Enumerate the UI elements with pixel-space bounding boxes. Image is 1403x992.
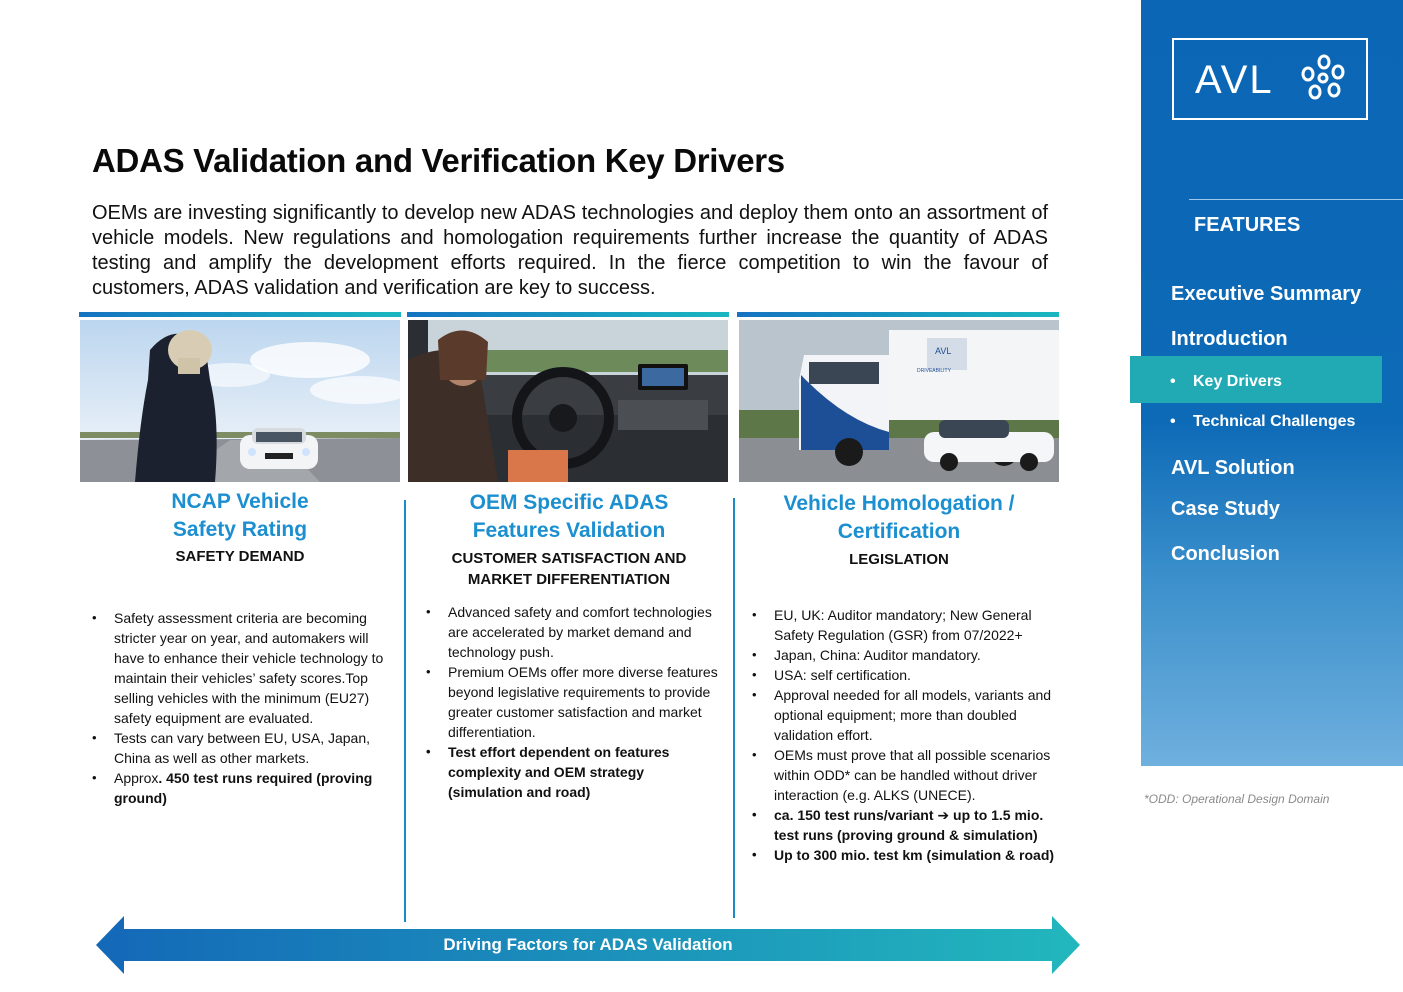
sidebar-section-title: FEATURES: [1194, 214, 1301, 236]
sidebar-item-label: Technical Challenges: [1193, 413, 1356, 430]
truck-logo-subtext: DRIVEABILITY: [917, 368, 951, 374]
column-bullets: [92, 608, 384, 808]
column-subheading: LEGISLATION: [849, 551, 949, 568]
list-item: • ca. 150 test runs/variant ➔ up to 1.5 mio. test runs (proving ground & simulation): [774, 805, 1058, 845]
list-item: [114, 768, 384, 808]
column-subheading: SAFETY DEMAND: [175, 548, 305, 565]
list-item: • EU, UK: Auditor mandatory; New General Safety Regulation (GSR) from 07/2022+: [774, 605, 1058, 645]
list-item: • USA: self certification.: [774, 665, 1058, 685]
footnote: *ODD: Operational Design Domain: [1144, 792, 1330, 806]
sidebar-item-key-drivers[interactable]: [1170, 373, 1282, 391]
sidebar-item-introduction[interactable]: Introduction: [1171, 328, 1288, 350]
list-item: • Approval needed for all models, variants and optional equipment; more than doubled validation effort.: [774, 685, 1058, 745]
heading-line: Vehicle Homologation /: [783, 492, 1015, 515]
bullet-marker: •: [1170, 373, 1176, 390]
list-item: • Test effort dependent on features complexity and OEM strategy (simulation and road): [448, 742, 718, 802]
column-heading-ncap: [80, 488, 400, 544]
list-item: • Tests can vary between EU, USA, Japan, China as well as other markets.: [114, 728, 384, 768]
image-accent-bar: [407, 312, 729, 317]
heading-line: OEM Specific ADAS: [469, 491, 669, 514]
list-item: • Up to 300 mio. test km (simulation & road): [774, 845, 1058, 865]
image-accent-bar: [79, 312, 401, 317]
list-item: • Japan, China: Auditor mandatory.: [774, 645, 1058, 665]
sidebar-item-case-study[interactable]: Case Study: [1171, 498, 1280, 520]
list-item: • Safety assessment criteria are becoming stricter year on year, and automakers will have to enhance their vehicle technology to maintain their vehicles’ safety scores.Top selling vehicles with the minimum (EU27) safety equipment are evaluated.: [114, 608, 384, 728]
sidebar-item-executive-summary[interactable]: Executive Summary: [1171, 283, 1362, 305]
car-interior-photo: [408, 320, 728, 482]
heading-line: NCAP Vehicle: [171, 490, 309, 513]
column-bullets: [426, 602, 718, 802]
bullet-marker: •: [1170, 413, 1176, 430]
column-heading-homologation: [739, 490, 1059, 546]
column-bullets: [752, 605, 1058, 865]
intro-paragraph: OEMs are investing significantly to develop new ADAS technologies and deploy them onto an assortment of vehicle models. New regulations and homologation requirements further increase the quantity of ADAS testing and amplify the development efforts required. In the fierce competition to win the favour of customers, ADAS validation and verification are key to success.: [92, 202, 1048, 299]
crash-dummy-photo: [80, 320, 400, 482]
list-item-text: Approx: [114, 770, 159, 786]
sidebar-divider: [1189, 199, 1403, 200]
avl-hub-icon: [1297, 52, 1351, 106]
column-heading-oem: [408, 489, 730, 545]
list-item: • Premium OEMs offer more diverse features beyond legislative requirements to provide greater customer satisfaction and market differentiation.: [448, 662, 718, 742]
column-subheading: CUSTOMER SATISFACTION AND MARKET DIFFERENTIATION: [451, 550, 687, 588]
column-divider: [404, 500, 406, 922]
list-item-bold-text: . 450 test runs required (proving ground): [114, 770, 373, 806]
sidebar-item-label: Key Drivers: [1193, 373, 1282, 390]
heading-line: Certification: [837, 520, 961, 543]
truck-logo-text: AVL: [935, 346, 952, 356]
sidebar-item-technical-challenges[interactable]: [1170, 413, 1355, 431]
list-item: • Advanced safety and comfort technologies are accelerated by market demand and technology push.: [448, 602, 718, 662]
image-accent-bar: [737, 312, 1059, 317]
heading-line: Safety Rating: [172, 518, 308, 541]
sidebar-item-avl-solution[interactable]: AVL Solution: [1171, 457, 1295, 479]
list-item: • OEMs must prove that all possible scenarios within ODD* can be handled without driver interaction (e.g. ALKS (UNECE).: [774, 745, 1058, 805]
heading-line: Features Validation: [472, 519, 666, 542]
page-title: ADAS Validation and Verification Key Drivers: [92, 142, 785, 179]
arrow-label: Driving Factors for ADAS Validation: [443, 935, 733, 954]
avl-logo-text: AVL: [1195, 58, 1274, 102]
column-divider: [733, 498, 735, 918]
sidebar-item-conclusion[interactable]: Conclusion: [1171, 543, 1280, 565]
truck-car-photo: [739, 320, 1059, 482]
